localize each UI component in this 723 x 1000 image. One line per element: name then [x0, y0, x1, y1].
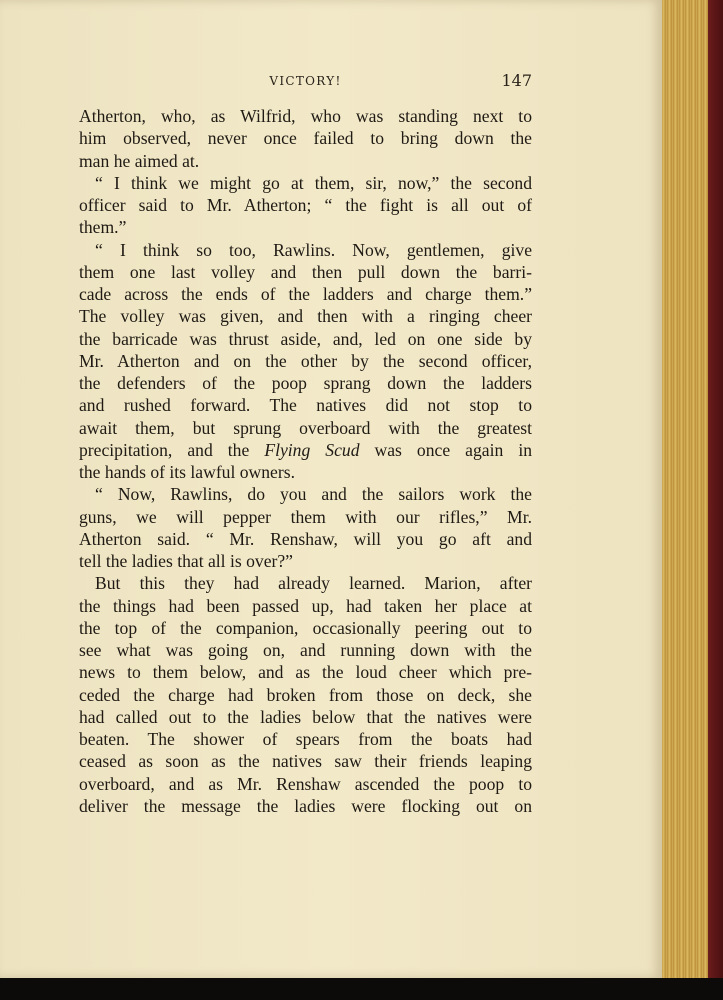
text-line: the barricade was thrust aside, and, led on one side by — [79, 328, 532, 349]
text-line: “ Now, Rawlins, do you and the sailors work the — [95, 484, 532, 505]
text-line: news to them below, and as the loud cheer which pre- — [79, 662, 532, 683]
text-line: man he aimed at. — [79, 150, 200, 171]
page-header — [79, 71, 532, 93]
text-line: them one last volley and then pull down the barri- — [79, 261, 532, 282]
text-line: the things had been passed up, had taken her place at — [79, 595, 532, 616]
text-line: Mr. Atherton and on the other by the second officer, — [79, 350, 532, 371]
text-line: the top of the companion, occasionally peering out to — [79, 617, 532, 638]
text-line: ceased as soon as the natives saw their friends leaping — [79, 751, 532, 772]
ship-name: Flying Scud — [264, 439, 360, 460]
text-line: ceded the charge had broken from those on deck, she — [79, 684, 532, 705]
text-line: “ I think we might go at them, sir, now,” the second — [95, 172, 532, 193]
text-line: see what was going on, and running down with the — [79, 640, 532, 660]
text-line: deliver the message the ladies were flocking out on — [79, 795, 532, 816]
text-line: await them, but sprung overboard with the greatest — [79, 417, 532, 438]
text-line: Atherton, who, as Wilfrid, who was standing next to — [79, 106, 532, 126]
page-number: 147 — [501, 71, 532, 90]
text-line: the hands of its lawful owners. — [79, 462, 295, 482]
body-text — [79, 105, 532, 817]
text-line: cade across the ends of the ladders and charge them.” — [79, 284, 532, 304]
text-line: beaten. The shower of spears from the boats had — [79, 729, 532, 749]
text-line: But this they had already learned. Marion, after — [95, 573, 532, 594]
text-line: the defenders of the poop sprang down the ladders — [79, 373, 532, 393]
text-line: him observed, never once failed to bring down the — [79, 128, 532, 149]
text-fragment: was once again in — [359, 439, 533, 460]
book-cover-edge — [708, 0, 723, 978]
text-line-ship-name — [79, 439, 532, 461]
text-line: The volley was given, and then with a ringing cheer — [79, 306, 532, 327]
text-line: officer said to Mr. Atherton; “ the fight is all out of — [79, 195, 532, 215]
text-line: Atherton said. “ Mr. Renshaw, will you go aft and — [79, 528, 532, 549]
running-head: VICTORY! — [269, 74, 342, 88]
text-line: had called out to the ladies below that the natives were — [79, 706, 532, 727]
page-edges — [662, 0, 708, 978]
text-line: them.” — [79, 217, 127, 238]
text-line: guns, we will pepper them with our rifles,” Mr. — [79, 506, 532, 527]
text-fragment: precipitation, and the — [79, 439, 265, 460]
text-line: overboard, and as Mr. Renshaw ascended the poop to — [79, 773, 532, 794]
text-line: and rushed forward. The natives did not stop to — [79, 395, 532, 416]
text-line: “ I think so too, Rawlins. Now, gentlemen, give — [95, 239, 532, 260]
text-line: tell the ladies that all is over?” — [79, 551, 293, 571]
